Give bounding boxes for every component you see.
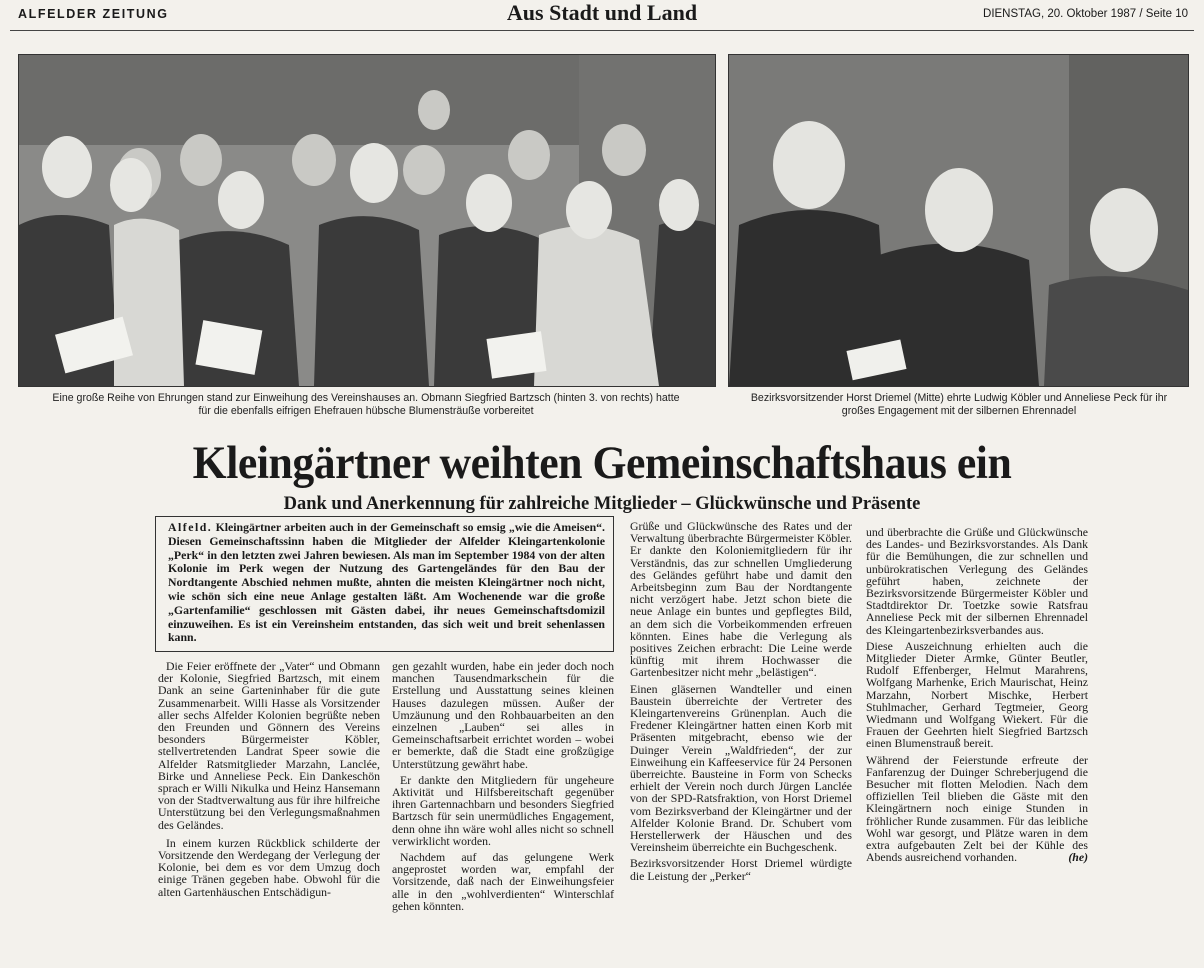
article-column-1 [158, 660, 380, 902]
column-3-paragraph-3: Bezirksvorsitzender Horst Driemel würdigte die Leistung der „Perker“ [630, 856, 852, 883]
honoring-photo-right [728, 54, 1189, 387]
masthead [0, 0, 1204, 30]
left-caption-line-1: Eine große Reihe von Ehrungen stand zur Einweihung des Vereinshauses an. Obmann Siegfried Bartzsch (hinten 3. von rechts) hatte [52, 392, 680, 404]
newspaper-name: ALFELDER ZEITUNG [18, 7, 169, 21]
date-and-page: DIENSTAG, 20. Oktober 1987 / Seite 10 [983, 8, 1188, 20]
column-2-paragraph-1: gen gezahlt wurden, habe ein jeder doch noch manchen Tausendmarkschein für die Erstellung und Ausstattung seines kleinen Hauses dazulegen müssen. Außer der Umzäunung und den Rohbauarbeiten an den einzelnen „Lauben“ sei alles in Gemeinschaftsarbeit errichtet worden – wobei er bemerkte, daß die Stadt eine großzügige Unterstützung gewährt habe. [392, 659, 614, 771]
group-photo-left [18, 54, 716, 387]
column-4-paragraph-3 [866, 754, 1088, 864]
masthead-rule [10, 30, 1194, 31]
left-caption-line-2: für die ebenfalls eifrigen Ehefrauen hübsche Blumensträuße vorbereitet [198, 405, 534, 417]
article-headline: Kleingärtner weihten Gemeinschaftshaus ein [192, 437, 1012, 489]
author-initials: (he) [1068, 850, 1088, 865]
left-photo-caption [14, 392, 718, 418]
right-caption-line-1: Bezirksvorsitzender Horst Driemel (Mitte) ehrte Ludwig Köbler und Anneliese Peck für ihr [750, 392, 1168, 404]
group-photo-illustration [19, 55, 715, 386]
right-photo-caption [728, 392, 1190, 418]
column-1-paragraph-1: Die Feier eröffnete der „Vater“ und Obmann der Kolonie, Siegfried Bartzsch, mit einem Dank an seine Garteninhaber für die gute Zusammenarbeit. Willi Hasse als Vorsitzender aller sechs Alfelder Kolonien begrüßte neben den Freunden und Gönnern des Vereins besonders Bürgermeister Köbler, stellvertretenden Landrat Speer sowie die Alfelder Ratsmitglieder Marzahn, Lanclée, Birke und Anneliese Peck. Ein Dankeschön sprach er Willi Nikulka und Heinz Hansemann von der Stadtverwaltung aus für ihre hilfreiche Unterstützung bei den Verlegungsmaßnahmen des Geländes. [158, 659, 380, 832]
column-1-paragraph-2: In einem kurzen Rückblick schilderte der Vorsitzende den Werdegang der Verlegung der Kolonie, bei dem es vor dem Umzug doch einige Tränen gegeben habe. Obwohl für die alten Gartenhäuschen Entschädigun- [158, 835, 380, 899]
article-column-3 [630, 520, 852, 886]
right-caption-line-2: großes Engagement mit der silbernen Ehrennadel [841, 405, 1077, 417]
column-3-paragraph-1: Grüße und Glückwünsche des Rates und der Verwaltung überbrachte Bürgermeister Köbler. Er dankte den Koloniemitgliedern für ihr Verständnis, das zur schnellen Umgliederung des Geländes geführt habe und damit den Arbeitsbeginn zum Bau der Nordtangente nicht verzögert habe. Jetzt schon biete die neue Anlage ein buntes und gepflegtes Bild, an dem sich die Vorbeikommenden erfreuen könnten. Eines habe die Verlegung als positives Zeichen erbracht: Die Leine werde künftig mit ihrem Hochwasser die Gartenbesitzer nicht mehr „belästigen“. [630, 519, 852, 680]
column-4-paragraph-1: und überbrachte die Grüße und Glückwünsche des Landes- und Bezirksvorstandes. Als Dank für die Bemühungen, die zur schnellen und unbürokratischen Verlegung des Geländes geführt haben, zeichnete der Bezirksvorsitzende Bürgermeister Köbler und Stadtdirektor Dr. Toetzke sowie Ratsfrau Anneliese Peck mit der silbernen Ehrennadel des Kleingartenbezirksverbandes aus. [866, 525, 1088, 637]
section-title: Aus Stadt und Land [506, 0, 698, 25]
column-4-paragraph-3-text: Während der Feierstunde erfreute der Fanfarenzug der Duinger Schreberjugend die Besucher mit flotten Melodien. Nach dem offiziellen Teil blieben die Gäste mit den Kleingärtnern noch einige Stunden in fröhlicher Runde zusammen. Für das leibliche Wohl war gesorgt, und Plätze waren in dem extra aufgebauten Zelt bei der Kühle des Abends ausreichend vorhanden. [866, 752, 1088, 865]
column-2-paragraph-2: Er dankte den Mitgliedern für ungeheure Aktivität und Hilfsbereitschaft gegenüber ihren Gartennachbarn und besonders Siegfried Bartzsch für sein unermüdliches Engagement, denn ohne ihn wäre wohl alles nicht so schnell verwirklicht worden. [392, 772, 614, 848]
lead-box [155, 516, 614, 652]
lead-text: Kleingärtner arbeiten auch in der Gemeinschaft so emsig „wie die Ameisen“. Diesen Gemeinschaftssinn haben die Mitglieder der Alfelder Kleingartenkolonie „Perk“ in den letzten zwei Jahren bewiesen. Als man im September 1984 von der alten Kolonie im Perk wegen der Nutzung des Gartengeländes für den Bau der Nordtangente Abschied nehmen mußte, ahnten die meisten Kleingärtner noch nicht, wie schön sich eine neue Anlage gestalten läßt. Am Wochenende war die große „Gartenfamilie“ geschlossen mit Gästen dabei, ihr neues Gemeinschaftsdomizil einzuweihen. Es ist ein Vereinsheim entstanden, das sich weit und breit sehenlassen kann. [168, 520, 605, 645]
honoring-photo-illustration [729, 55, 1188, 386]
lead-dateline: Alfeld. [168, 520, 213, 534]
article-subheadline: Dank und Anerkennung für zahlreiche Mitglieder – Glückwünsche und Präsente [283, 494, 921, 514]
column-4-paragraph-2: Diese Auszeichnung erhielten auch die Mitglieder Dieter Armke, Günter Beutler, Rudolf Effenberger, Helmut Marahrens, Wolfgang Marhenke, Erich Maurischat, Heinz Marzahn, Norbert Mischke, Herbert Stuhlmacher, Gerhard Tegtmeier, Georg Wiedmann und Wolfgang Wiekert. Für die Frauen der Geehrten hielt Siegfried Bartzsch einen Blumenstrauß bereit. [866, 638, 1088, 751]
lead-paragraph [168, 521, 605, 645]
article-column-2 [392, 660, 614, 916]
column-2-paragraph-3: Nachdem auf das gelungene Werk angeprostet worden war, empfahl der Vorsitzende, daß nach der Einweihungsfeier alle in den „wohlverdienten“ Winterschlaf gehen könnten. [392, 850, 614, 913]
article-column-4 [866, 526, 1088, 867]
column-3-paragraph-2: Einen gläsernen Wandteller und einen Baustein überreichte der Vertreter des Kleingartenvereins Grünenplan. Auch die Fredener Kleingärtner hatten einen Korb mit Präsenten mitgebracht, ebenso wie der Duinger Verein „Waldfrieden“, der zur Einweihung ein Kaffeeservice für 24 Personen überreichte. Bausteine in Form von Schecks erhielt der Verein noch durch Jürgen Lanclée von der SPD-Ratsfraktion, von Horst Driemel vom Bezirksverband der Kleingärtner und der Alfelder Kolonie Brand. Dr. Schubert vom Herstellerwerk der Häuschen und des Vereinsheim überreichte ein Buchgeschenk. [630, 681, 852, 855]
